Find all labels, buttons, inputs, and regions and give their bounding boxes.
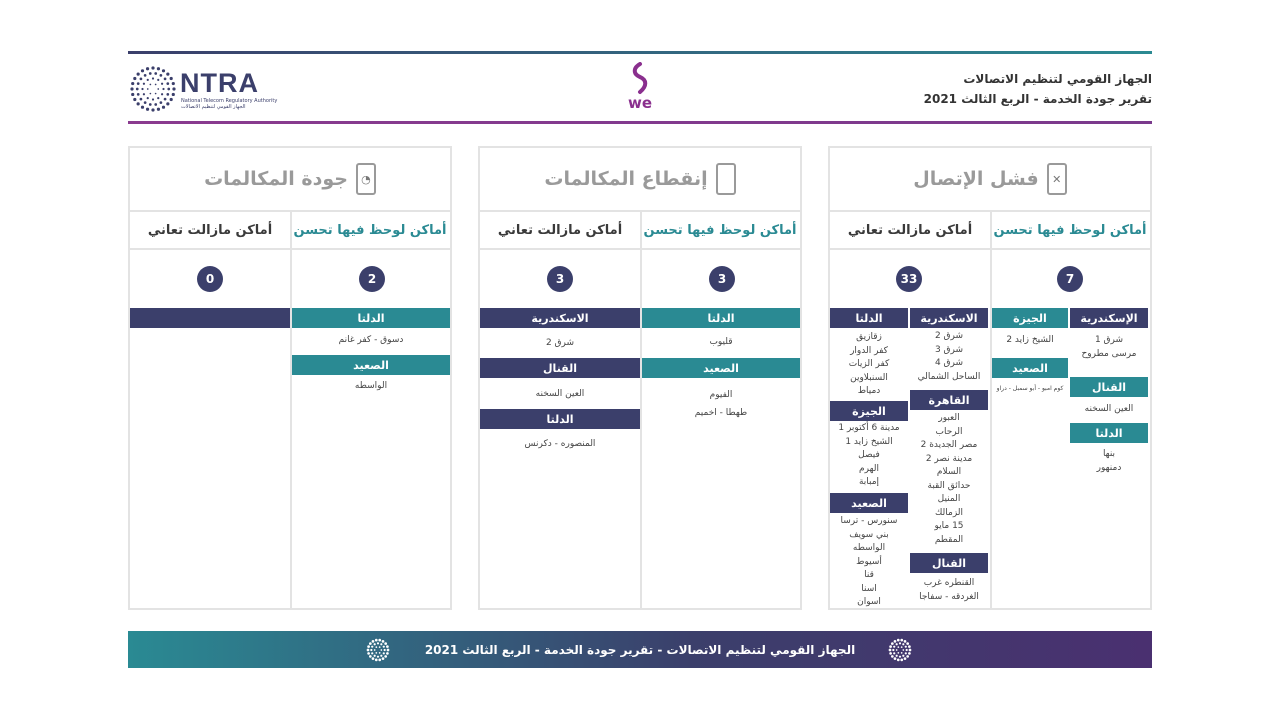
column-divider [290,212,292,608]
column-header-suffer: أماكن مازالت تعاني [480,212,640,250]
phone-x-icon: ✕ [1047,163,1067,195]
header-bottom-line [128,121,1152,124]
phone-gauge-icon: ◔ [356,163,376,195]
footer-bar [128,631,1152,668]
city-list: الفيوم طهطا - اخميم [694,390,748,418]
region-header: الدلتا [480,409,640,429]
column-header-suffer: أماكن مازالت تعاني [130,212,290,250]
city-list: المنصوره - دكرنس [524,439,596,449]
footer-text: الجهاز القومي لتنظيم الاتصالات - تقرير جودة الخدمة - الربع الثالث 2021 [424,642,856,657]
region-header: القنال [1070,377,1148,397]
region-header: الدلتا [642,308,800,328]
region-header: القنال [480,358,640,378]
city-list: شرق 2 [545,338,575,348]
city-list: العين السخنه [535,389,585,399]
region-header: الصعيد [830,493,908,513]
region-header: الصعيد [642,358,800,378]
report-name: تقرير جودة الخدمة - الربع الثالث 2021 [923,92,1152,106]
count-badge-improve: 7 [1057,266,1083,292]
region-header: الدلتا [1070,423,1148,443]
city-list: زقازيق كفر الدوار كفر الزيات السنبلاوين دمياط [848,332,890,396]
we-brand-text: we [627,94,653,112]
region-header: الاسكندرية [910,308,988,328]
count-badge-suffer: 0 [197,266,223,292]
panel-title: ◔ جودة المكالمات [130,148,450,212]
region-header: الإسكندرية [1070,308,1148,328]
header-top-line [128,51,1152,54]
region-header: الجيزة [992,308,1068,328]
panel-call-failure [828,146,1152,610]
region-header: الدلتا [292,308,450,328]
city-list: الشيخ زايد 2 [1006,335,1054,345]
region-header: الصعيد [992,358,1068,378]
city-list: مدينة 6 أكتوبر 1 الشيخ زايد 1 فيصل الهرم إمبابة [838,423,900,487]
city-list: كوم امبو - أبو سمبل - دراو [996,385,1064,392]
phone-outline-icon [716,163,736,195]
column-header-improve: أماكن لوحظ فيها تحسن [990,212,1150,250]
panel-title: إنقطاع المكالمات [480,148,800,212]
ntra-dots-icon [130,64,176,114]
city-list: شرق 1 مرسى مطروح [1081,335,1137,359]
region-header: الاسكندرية [480,308,640,328]
city-list: بنها دمنهور [1096,449,1122,473]
panel-call-quality [128,146,452,610]
column-header-improve: أماكن لوحظ فيها تحسن [640,212,800,250]
region-header: القنال [910,553,988,573]
panel-dropped-calls [478,146,802,610]
city-list: سنورس - ترسا بني سويف الواسطه أسيوط قنا اسنا اسوان [840,516,898,607]
city-list: القنطره غرب الغردقه - سفاجا [919,578,979,602]
ntra-logo [130,64,278,116]
count-badge-improve: 2 [359,266,385,292]
region-header: الصعيد [292,355,450,375]
ntra-dots-icon [888,638,912,662]
region-header-empty [130,308,290,328]
ntra-dots-icon [366,638,390,662]
region-header: الجيزة [830,401,908,421]
region-header: الدلتا [830,308,908,328]
ntra-subtitle: National Telecom Regulatory Authority الجهاز القومي لتنظيم الاتصالات [181,98,278,110]
panel-title: ✕ فشل الإتصال [830,148,1150,212]
header-org-block [924,70,1152,110]
city-list: دسوق - كفر غانم [338,335,404,345]
city-list: الواسطه [354,381,388,391]
city-list: قليوب [709,337,733,347]
count-badge-improve: 3 [709,266,735,292]
city-list: العبور الرحاب مصر الجديدة 2 مدينة نصر 2 السلام حدائق القبة المنيل الزمالك 15 مايو المقطم [920,413,978,545]
org-name: الجهاز القومي لتنظيم الاتصالات [963,72,1152,86]
we-logo [620,62,660,114]
count-badge-suffer: 3 [547,266,573,292]
city-list: العين السخنه [1084,404,1134,414]
count-badge-suffer: 33 [896,266,922,292]
ntra-wordmark: NTRA [180,68,259,98]
city-list: شرق 2 شرق 3 شرق 4 الساحل الشمالي [917,331,981,382]
column-header-suffer: أماكن مازالت تعاني [830,212,990,250]
column-divider [990,212,992,608]
we-mark-icon [629,62,651,96]
column-header-improve: أماكن لوحظ فيها تحسن [290,212,450,250]
region-header: القاهرة [910,390,988,410]
